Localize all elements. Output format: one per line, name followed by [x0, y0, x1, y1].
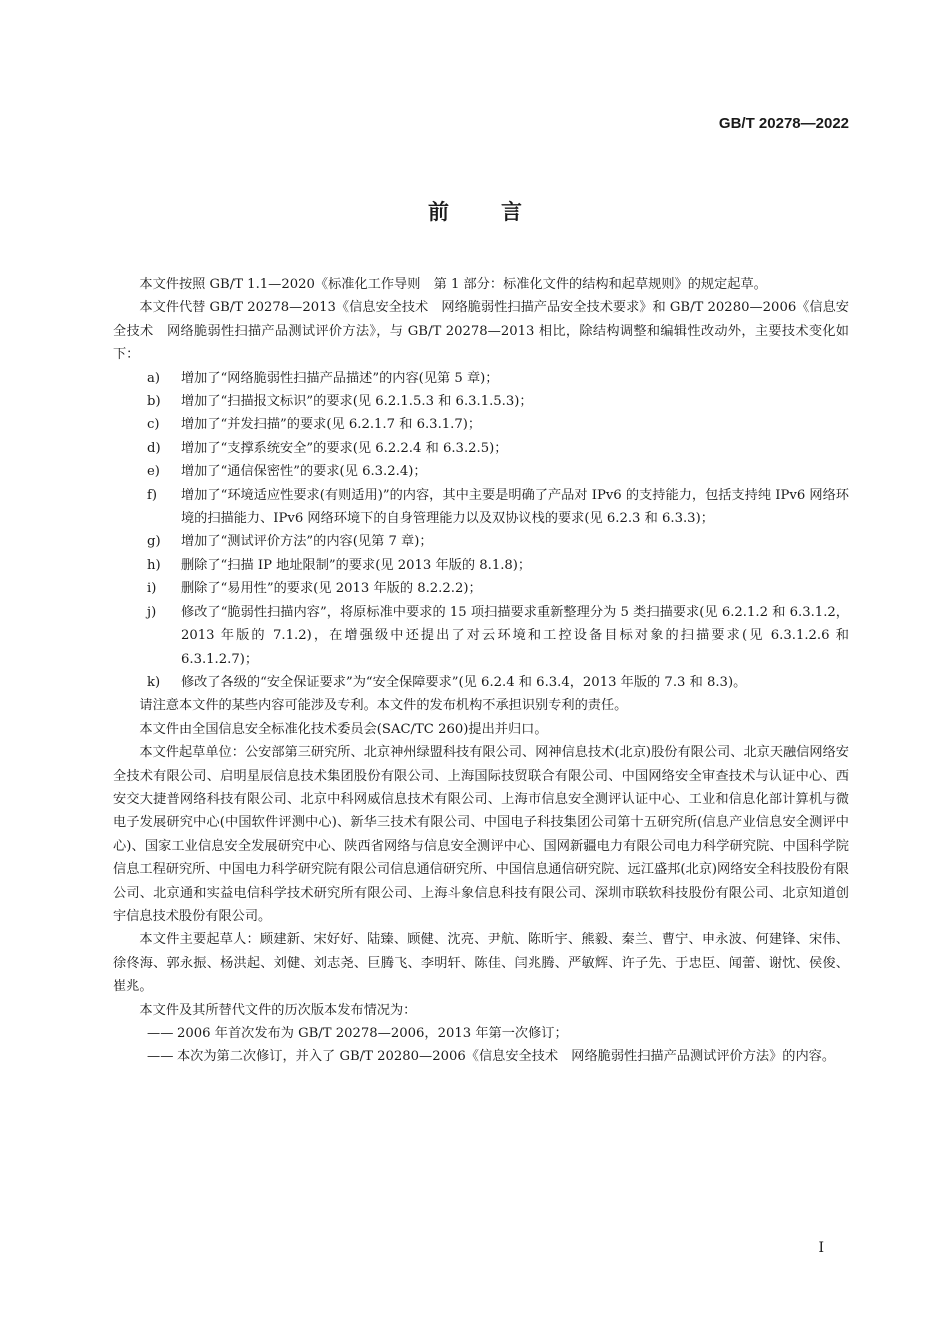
- list-marker: e): [147, 464, 160, 480]
- list-item: [113, 413, 849, 436]
- paragraph-patent-notice: 请注意本文件的某些内容可能涉及专利。本文件的发布机构不承担识别专利的责任。: [139, 698, 628, 714]
- list-item-text: 增加了“扫描报文标识”的要求(见 6.2.1.5.3 和 6.3.1.5.3)；: [181, 394, 533, 410]
- standard-number: GB/T 20278—2022: [718, 115, 849, 132]
- history-item-text: 本次为第二次修订，并入了 GB/T 20280—2006《信息安全技术 网络脆弱性扫描产品测试评价方法》的内容。: [177, 1049, 836, 1065]
- list-item-text: 增加了“网络脆弱性扫描产品描述”的内容(见第 5 章)；: [181, 370, 499, 386]
- list-marker: c): [147, 417, 160, 433]
- list-marker: k): [147, 674, 161, 690]
- list-marker: j): [147, 604, 157, 620]
- paragraph-committee: 本文件由全国信息安全标准化技术委员会(SAC/TC 260)提出并归口。: [139, 721, 548, 737]
- history-item: [113, 1022, 849, 1045]
- page-title: 前言: [428, 200, 574, 224]
- list-item: [113, 671, 849, 694]
- paragraph-history-intro: 本文件及其所替代文件的历次版本发布情况为：: [139, 1002, 417, 1018]
- list-item: [113, 530, 849, 553]
- list-item: [113, 460, 849, 483]
- list-item-text: 删除了“易用性”的要求(见 2013 年版的 8.2.2.2)；: [181, 581, 482, 597]
- paragraph-replacement: 本文件代替 GB/T 20278—2013《信息安全技术 网络脆弱性扫描产品安全技术要求》和 GB/T 20280—2006《信息安全技术 网络脆弱性扫描产品测试评价方法》，与 GB/T 20278—2013 相比，除结构调整和编辑性改动外，主要技术变化如下：: [113, 300, 849, 363]
- list-item-text: 修改了“脆弱性扫描内容”，将原标准中要求的 15 项扫描要求重新整理分为 5 类扫描要求(见 6.2.1.2 和 6.3.1.2，2013 年版的 7.1.2)，在增强级中还提出了对云环境和工控设备目标对象的扫描要求(见 6.3.1.2.6 和 6.3.1.2.7)；: [181, 604, 849, 667]
- list-item-text: 增加了“测试评价方法”的内容(见第 7 章)；: [181, 534, 433, 550]
- list-item-text: 增加了“支撑系统安全”的要求(见 6.2.2.4 和 6.3.2.5)；: [181, 440, 508, 456]
- dash-marker: ——: [147, 1026, 174, 1041]
- history-item-text: 2006 年首次发布为 GB/T 20278—2006，2013 年第一次修订；: [177, 1026, 568, 1041]
- list-item-text: 增加了“通信保密性”的要求(见 6.3.2.4)；: [181, 464, 427, 480]
- list-marker: i): [147, 581, 157, 597]
- list-item-text: 增加了“并发扫描”的要求(见 6.2.1.7 和 6.3.1.7)；: [181, 417, 482, 433]
- page-number: I: [818, 1240, 824, 1256]
- list-marker: f): [147, 487, 158, 503]
- list-item: [113, 437, 849, 460]
- paragraph-drafting-rules: 本文件按照 GB/T 1.1—2020《标准化工作导则 第 1 部分：标准化文件的结构和起草规则》的规定起草。: [139, 277, 767, 292]
- list-marker: b): [147, 394, 161, 410]
- list-item: [113, 390, 849, 413]
- dash-marker: ——: [147, 1049, 174, 1065]
- foreword-body: [113, 273, 849, 1069]
- list-item: [113, 554, 849, 577]
- list-item-text: 修改了各级的“安全保证要求”为“安全保障要求”(见 6.2.4 和 6.3.4，2013 年版的 7.3 和 8.3)。: [181, 674, 747, 690]
- list-item: [113, 601, 849, 671]
- list-item: [113, 484, 849, 531]
- list-item: [113, 577, 849, 600]
- list-marker: d): [147, 440, 161, 456]
- list-item-text: 增加了“环境适应性要求(有则适用)”的内容，其中主要是明确了产品对 IPv6 的支持能力，包括支持纯 IPv6 网络环境的扫描能力、IPv6 网络环境下的自身管理能力以及双协议栈的要求(见 6.2.3 和 6.3.3)；: [181, 487, 849, 527]
- list-marker: g): [147, 534, 161, 550]
- list-marker: h): [147, 557, 161, 573]
- history-item: [113, 1045, 849, 1068]
- paragraph-drafting-units: 本文件起草单位：公安部第三研究所、北京神州绿盟科技有限公司、网神信息技术(北京)股份有限公司、北京天融信网络安全技术有限公司、启明星辰信息技术集团股份有限公司、上海国际技贸联合有限公司、中国网络安全审查技术与认证中心、西安交大捷普网络科技有限公司、北京中科网威信息技术有限公司、上海市信息安全测评认证中心、工业和信息化部计算机与微电子发展研究中心(中国软件评测中心)、新华三技术有限公司、中国电子科技集团公司第十五研究所(信息产业信息安全测评中心)、国家工业信息安全发展研究中心、陕西省网络与信息安全测评中心、国网新疆电力有限公司电力科学研究院、中国科学院信息工程研究所、中国电力科学研究院有限公司信息通信研究所、中国信息通信研究院、远江盛邦(北京)网络安全科技股份有限公司、北京通和实益电信科学技术研究所有限公司、上海斗象信息科技有限公司、深圳市联软科技股份有限公司、北京知道创宇信息技术股份有限公司。: [113, 745, 849, 924]
- list-marker: a): [147, 370, 161, 386]
- paragraph-drafters: 本文件主要起草人：顾建新、宋好好、陆臻、顾健、沈亮、尹航、陈昕宇、熊毅、秦兰、曹宁、申永波、何建锋、宋伟、徐佟海、郭永振、杨洪起、刘健、刘志尧、巨腾飞、李明轩、陈佳、闫兆腾、严敏辉、许子先、于忠臣、闻蕾、谢忱、侯俊、崔兆。: [113, 932, 849, 995]
- list-item-text: 删除了“扫描 IP 地址限制”的要求(见 2013 年版的 8.1.8)；: [181, 557, 532, 573]
- list-item: [113, 367, 849, 390]
